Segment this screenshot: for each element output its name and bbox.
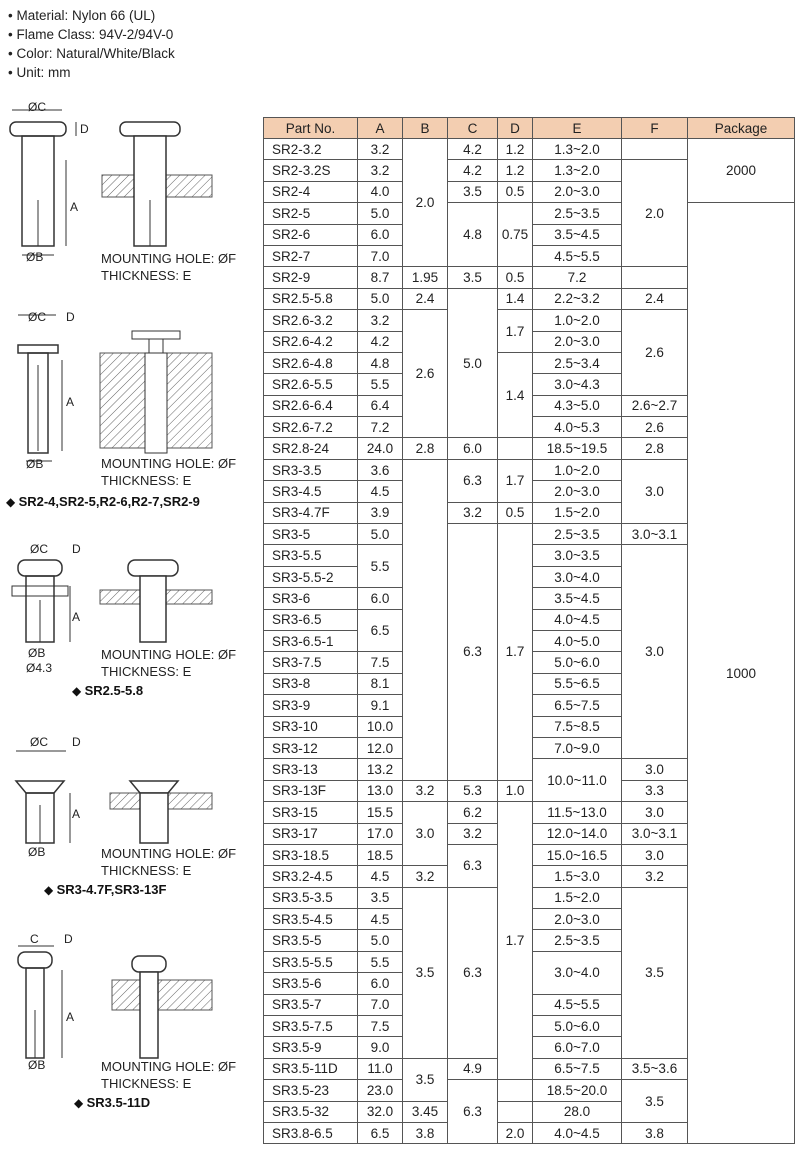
part-number-cell: SR3-6 [264, 588, 358, 609]
table-cell: 3.0 [622, 759, 688, 780]
table-cell: 12.0~14.0 [533, 823, 622, 844]
table-cell: 6.2 [448, 802, 498, 823]
table-cell: 7.5~8.5 [533, 716, 622, 737]
table-cell: 0.75 [498, 203, 533, 267]
table-cell: 3.5 [622, 887, 688, 1058]
label-a: A [70, 200, 79, 214]
table-cell: 4.5 [358, 481, 403, 502]
table-cell: 5.0 [448, 288, 498, 438]
table-cell: 4.3~5.0 [533, 395, 622, 416]
table-cell: 3.0~4.3 [533, 374, 622, 395]
table-cell: 5.5 [358, 951, 403, 972]
table-cell: 23.0 [358, 1080, 403, 1101]
diagram-5 [0, 930, 258, 1115]
table-cell: 6.0 [358, 224, 403, 245]
table-cell: 5.5~6.5 [533, 673, 622, 694]
table-cell: 3.6 [358, 459, 403, 480]
table-cell: 2.0~3.0 [533, 909, 622, 930]
table-cell: 5.0~6.0 [533, 652, 622, 673]
table-cell: 3.2 [448, 823, 498, 844]
table-cell: 1.3~2.0 [533, 139, 622, 160]
table-cell: 4.2 [448, 160, 498, 181]
table-cell [498, 1080, 533, 1101]
part-number-cell: SR3-15 [264, 802, 358, 823]
table-cell: 11.0 [358, 1058, 403, 1079]
table-cell: 2.4 [403, 288, 448, 309]
table-cell: 4.5~5.5 [533, 994, 622, 1015]
table-cell: 4.0 [358, 181, 403, 202]
table-cell: 3.2 [358, 160, 403, 181]
thickness-note: THICKNESS: E [101, 473, 192, 488]
table-cell: 2.0 [498, 1122, 533, 1143]
table-cell: 4.0~5.0 [533, 630, 622, 651]
part-number-cell: SR2.6-4.8 [264, 352, 358, 373]
table-cell: 3.8 [403, 1122, 448, 1143]
table-cell: 5.5 [358, 374, 403, 395]
part-number-cell: SR3-8 [264, 673, 358, 694]
label-a: A [66, 395, 75, 409]
part-number-cell: SR2.8-24 [264, 438, 358, 459]
part-number-cell: SR3.5-7.5 [264, 1016, 358, 1037]
table-cell: 3.5 [358, 887, 403, 908]
part-number-cell: SR2-7 [264, 245, 358, 266]
table-cell: 6.5 [358, 609, 403, 652]
part-number-cell: SR2.6-3.2 [264, 310, 358, 331]
part-number-cell: SR3-4.7F [264, 502, 358, 523]
table-cell: 7.5 [358, 652, 403, 673]
table-cell: 0.5 [498, 502, 533, 523]
table-cell: 3.9 [358, 502, 403, 523]
table-cell: 2.5~3.5 [533, 203, 622, 224]
table-cell: 2.6 [622, 417, 688, 438]
table-cell: 7.0 [358, 994, 403, 1015]
label-d: D [64, 932, 73, 946]
thickness-note: THICKNESS: E [101, 664, 192, 679]
column-header: Part No. [264, 118, 358, 139]
table-cell: 7.0 [358, 245, 403, 266]
thickness-note: THICKNESS: E [101, 863, 192, 878]
table-cell: 24.0 [358, 438, 403, 459]
part-number-cell: SR2-5 [264, 203, 358, 224]
label-c: ØC [28, 100, 46, 114]
table-cell: 3.5~4.5 [533, 224, 622, 245]
table-cell: 6.3 [448, 887, 498, 1058]
table-cell: 1.2 [498, 139, 533, 160]
spec-flame-class: • Flame Class: 94V-2/94V-0 [8, 25, 175, 44]
table-cell: 3.8 [622, 1122, 688, 1143]
table-cell: 2.6~2.7 [622, 395, 688, 416]
table-cell: 1.3~2.0 [533, 160, 622, 181]
table-cell: 8.7 [358, 267, 403, 288]
table-cell: 1.5~2.0 [533, 887, 622, 908]
caption: ◆ SR2.5-5.8 [72, 683, 143, 698]
table-cell: 6.0 [358, 588, 403, 609]
caption: ◆ SR3-4.7F,SR3-13F [44, 882, 166, 897]
table-cell: 5.0~6.0 [533, 1016, 622, 1037]
table-cell: 3.0~3.5 [533, 545, 622, 566]
table-cell: 0.5 [498, 267, 533, 288]
table-cell: 18.5~20.0 [533, 1080, 622, 1101]
table-cell: 4.0~4.5 [533, 609, 622, 630]
part-number-cell: SR3-6.5-1 [264, 630, 358, 651]
part-number-cell: SR3-5.5 [264, 545, 358, 566]
part-number-cell: SR3.5-3.5 [264, 887, 358, 908]
table-cell [403, 459, 448, 780]
part-number-cell: SR2-3.2 [264, 139, 358, 160]
part-number-cell: SR3-4.5 [264, 481, 358, 502]
table-cell: 7.2 [533, 267, 622, 288]
table-cell: 3.2 [622, 866, 688, 887]
table-cell: 15.5 [358, 802, 403, 823]
part-number-cell: SR3.5-4.5 [264, 909, 358, 930]
part-number-cell: SR2.6-5.5 [264, 374, 358, 395]
part-number-cell: SR3-13 [264, 759, 358, 780]
table-cell: 4.0~4.5 [533, 1122, 622, 1143]
label-a: A [72, 807, 81, 821]
table-cell: 15.0~16.5 [533, 844, 622, 865]
column-header: D [498, 118, 533, 139]
table-cell: 5.0 [358, 203, 403, 224]
label-b: ØB [26, 250, 44, 264]
mounting-hole-note: MOUNTING HOLE: ØF [101, 456, 237, 471]
part-number-cell: SR2-3.2S [264, 160, 358, 181]
table-cell: 1.7 [498, 459, 533, 502]
table-cell [622, 267, 688, 288]
thickness-note: THICKNESS: E [101, 1076, 192, 1091]
label-b: ØB [28, 1058, 46, 1072]
table-cell: 1000 [688, 203, 795, 1144]
label-b: ØB [26, 457, 44, 471]
label-d: D [80, 122, 89, 136]
table-cell: 4.2 [448, 139, 498, 160]
part-number-cell: SR3-17 [264, 823, 358, 844]
table-cell: 1.0~2.0 [533, 459, 622, 480]
table-cell: 3.0 [622, 545, 688, 759]
part-number-cell: SR3-5 [264, 524, 358, 545]
table-cell: 3.0~4.0 [533, 566, 622, 587]
table-cell: 3.5~3.6 [622, 1058, 688, 1079]
part-number-cell: SR3-9 [264, 695, 358, 716]
table-cell: 3.45 [403, 1101, 448, 1122]
caption: ◆ SR2-4,SR2-5,R2-6,R2-7,SR2-9 [6, 494, 200, 509]
table-cell: 0.5 [498, 181, 533, 202]
table-cell: 3.0~3.1 [622, 524, 688, 545]
diagram-1 [0, 100, 258, 290]
table-cell: 4.0~5.3 [533, 417, 622, 438]
table-cell: 9.0 [358, 1037, 403, 1058]
table-cell [622, 139, 688, 160]
part-number-cell: SR2.6-7.2 [264, 417, 358, 438]
thickness-note: THICKNESS: E [101, 268, 192, 283]
part-number-cell: SR2-4 [264, 181, 358, 202]
spec-unit: • Unit: mm [8, 63, 175, 82]
column-header: C [448, 118, 498, 139]
table-cell: 8.1 [358, 673, 403, 694]
table-cell: 1.0~2.0 [533, 310, 622, 331]
table-cell: 3.2 [358, 139, 403, 160]
table-cell: 2.6 [622, 310, 688, 396]
table-cell: 4.9 [448, 1058, 498, 1079]
table-cell: 3.0 [403, 802, 448, 866]
table-cell [498, 1101, 533, 1122]
mounting-hole-note: MOUNTING HOLE: ØF [101, 647, 237, 662]
table-header [264, 118, 795, 139]
label-a: A [66, 1010, 75, 1024]
label-d: D [66, 310, 75, 324]
table-row [264, 203, 795, 224]
table-cell: 6.3 [448, 844, 498, 887]
table-cell: 7.2 [358, 417, 403, 438]
part-number-cell: SR3.5-11D [264, 1058, 358, 1079]
table-cell: 4.8 [448, 203, 498, 267]
table-cell: 1.7 [498, 310, 533, 353]
table-cell: 10.0~11.0 [533, 759, 622, 802]
table-cell: 3.2 [448, 502, 498, 523]
spec-color: • Color: Natural/White/Black [8, 44, 175, 63]
table-cell: 3.5~4.5 [533, 588, 622, 609]
table-cell: 18.5~19.5 [533, 438, 622, 459]
table-cell: 3.0~4.0 [533, 951, 622, 994]
diagram-2 [0, 305, 258, 515]
table-cell: 2.4 [622, 288, 688, 309]
part-number-cell: SR3-6.5 [264, 609, 358, 630]
table-cell: 2.0~3.0 [533, 481, 622, 502]
label-c: C [30, 932, 39, 946]
spec-list [8, 6, 175, 82]
part-number-cell: SR3.5-7 [264, 994, 358, 1015]
table-cell: 1.5~2.0 [533, 502, 622, 523]
table-body [264, 139, 795, 1144]
table-cell: 2.0 [622, 160, 688, 267]
table-cell: 5.0 [358, 288, 403, 309]
table-cell: 1.5~3.0 [533, 866, 622, 887]
table-cell: 17.0 [358, 823, 403, 844]
table-cell: 3.0~3.1 [622, 823, 688, 844]
label-d: D [72, 542, 81, 556]
table-cell: 3.0 [622, 802, 688, 823]
table-cell: 2.0 [403, 139, 448, 267]
table-cell: 1.7 [498, 524, 533, 781]
label-c: ØC [30, 735, 48, 749]
table-cell: 7.0~9.0 [533, 737, 622, 758]
part-number-cell: SR3.5-9 [264, 1037, 358, 1058]
table-cell: 4.5 [358, 866, 403, 887]
spec-table [263, 117, 795, 1144]
table-cell: 6.5~7.5 [533, 695, 622, 716]
part-number-cell: SR2-9 [264, 267, 358, 288]
column-header: B [403, 118, 448, 139]
table-cell: 4.5~5.5 [533, 245, 622, 266]
table-cell: 6.3 [448, 459, 498, 502]
column-header: A [358, 118, 403, 139]
table-cell: 1.7 [498, 802, 533, 1080]
table-cell: 6.3 [448, 524, 498, 781]
table-cell: 4.2 [358, 331, 403, 352]
diagram-3 [0, 540, 258, 710]
table-cell: 6.0~7.0 [533, 1037, 622, 1058]
part-number-cell: SR2.5-5.8 [264, 288, 358, 309]
label-b: ØB [28, 646, 46, 660]
table-cell: 3.5 [448, 267, 498, 288]
table-cell: 3.5 [403, 1058, 448, 1101]
table-cell: 3.5 [622, 1080, 688, 1123]
part-number-cell: SR2.6-4.2 [264, 331, 358, 352]
table-cell: 4.8 [358, 352, 403, 373]
column-header: E [533, 118, 622, 139]
table-cell: 5.3 [448, 780, 498, 801]
table-cell: 3.2 [403, 780, 448, 801]
table-cell: 5.0 [358, 524, 403, 545]
table-cell: 11.5~13.0 [533, 802, 622, 823]
table-cell: 4.5 [358, 909, 403, 930]
table-cell: 3.2 [403, 866, 448, 887]
table-cell: 1.4 [498, 288, 533, 309]
table-cell: 32.0 [358, 1101, 403, 1122]
table-cell: 1.0 [498, 780, 533, 801]
part-number-cell: SR2.6-6.4 [264, 395, 358, 416]
table-cell: 13.0 [358, 780, 403, 801]
table-cell: 13.2 [358, 759, 403, 780]
part-number-cell: SR3.5-5.5 [264, 951, 358, 972]
diagram-4 [0, 735, 258, 905]
table-cell: 18.5 [358, 844, 403, 865]
part-number-cell: SR3-10 [264, 716, 358, 737]
table-cell: 3.3 [622, 780, 688, 801]
table-cell: 2.6 [403, 310, 448, 438]
part-number-cell: SR3.2-4.5 [264, 866, 358, 887]
table-cell: 9.1 [358, 695, 403, 716]
table-cell: 6.5~7.5 [533, 1058, 622, 1079]
label-c: ØC [30, 542, 48, 556]
table-cell: 2.0~3.0 [533, 181, 622, 202]
label-a: A [72, 610, 81, 624]
table-cell: 5.5 [358, 545, 403, 588]
mounting-hole-note: MOUNTING HOLE: ØF [101, 846, 237, 861]
table-cell: 1.95 [403, 267, 448, 288]
caption: ◆ SR3.5-11D [74, 1095, 150, 1110]
part-number-cell: SR3-12 [264, 737, 358, 758]
table-cell: 2.5~3.5 [533, 930, 622, 951]
part-number-cell: SR3-7.5 [264, 652, 358, 673]
table-row [264, 139, 795, 160]
part-number-cell: SR2-6 [264, 224, 358, 245]
table-cell: 5.0 [358, 930, 403, 951]
part-number-cell: SR3.5-23 [264, 1080, 358, 1101]
part-number-cell: SR3.8-6.5 [264, 1122, 358, 1143]
part-number-cell: SR3-13F [264, 780, 358, 801]
table-cell: 2.5~3.4 [533, 352, 622, 373]
part-number-cell: SR3-3.5 [264, 459, 358, 480]
label-b: ØB [28, 845, 46, 859]
table-cell: 6.0 [358, 973, 403, 994]
table-cell [498, 438, 533, 459]
table-cell: 1.4 [498, 352, 533, 438]
part-number-cell: SR3.5-6 [264, 973, 358, 994]
label-b2: Ø4.3 [26, 661, 53, 675]
table-cell: 2000 [688, 139, 795, 203]
table-cell: 2.8 [403, 438, 448, 459]
table-cell: 2.8 [622, 438, 688, 459]
table-cell: 1.2 [498, 160, 533, 181]
table-cell: 2.5~3.5 [533, 524, 622, 545]
column-header: Package [688, 118, 795, 139]
table-cell: 10.0 [358, 716, 403, 737]
table-cell: 6.5 [358, 1122, 403, 1143]
mounting-hole-note: MOUNTING HOLE: ØF [101, 1059, 237, 1074]
table-cell: 3.2 [358, 310, 403, 331]
column-header: F [622, 118, 688, 139]
part-number-cell: SR3-18.5 [264, 844, 358, 865]
label-c: ØC [28, 310, 46, 324]
table-cell: 3.5 [403, 887, 448, 1058]
part-number-cell: SR3.5-5 [264, 930, 358, 951]
table-cell: 7.5 [358, 1016, 403, 1037]
mounting-hole-note: MOUNTING HOLE: ØF [101, 251, 237, 266]
table-cell: 3.0 [622, 459, 688, 523]
table-cell: 2.0~3.0 [533, 331, 622, 352]
table-cell: 3.5 [448, 181, 498, 202]
table-cell: 3.0 [622, 844, 688, 865]
table-cell: 6.0 [448, 438, 498, 459]
table-cell: 6.3 [448, 1080, 498, 1144]
spec-material: • Material: Nylon 66 (UL) [8, 6, 175, 25]
table-cell: 28.0 [533, 1101, 622, 1122]
part-number-cell: SR3-5.5-2 [264, 566, 358, 587]
table-cell: 12.0 [358, 737, 403, 758]
table-cell: 2.2~3.2 [533, 288, 622, 309]
part-number-cell: SR3.5-32 [264, 1101, 358, 1122]
table-cell: 6.4 [358, 395, 403, 416]
label-d: D [72, 735, 81, 749]
